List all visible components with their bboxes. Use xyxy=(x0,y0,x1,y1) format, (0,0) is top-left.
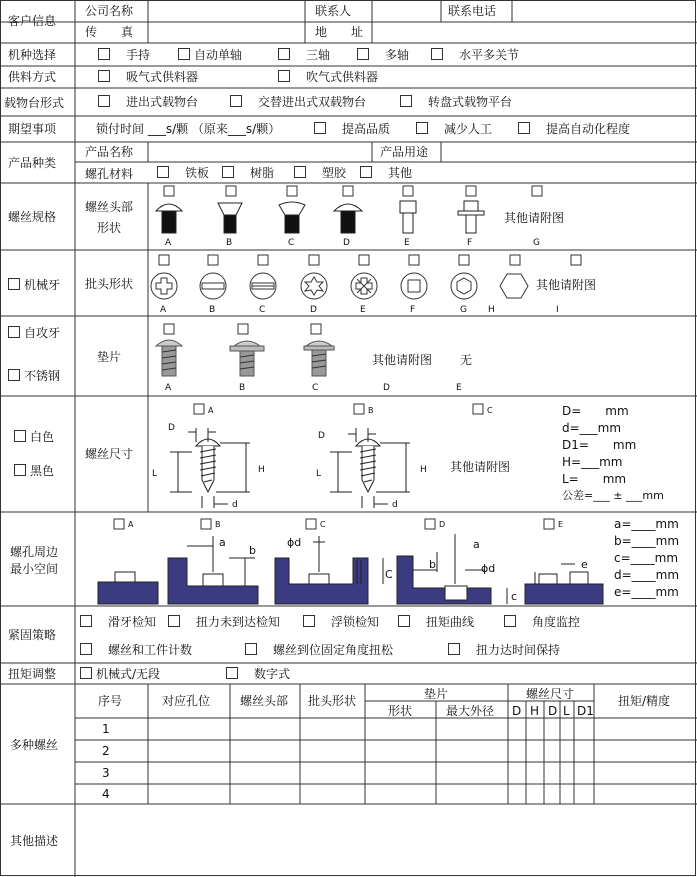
size-field-d1[interactable]: D1= mm xyxy=(562,438,637,452)
checkbox-a[interactable] xyxy=(114,519,124,529)
checkbox[interactable] xyxy=(448,643,460,655)
space-mark-c: c xyxy=(511,590,518,603)
product-name-field[interactable] xyxy=(150,144,368,160)
screw-head-letter: B xyxy=(226,238,233,248)
option-label: 自动单轴 xyxy=(194,48,243,62)
checkbox-b[interactable] xyxy=(226,186,236,196)
material-option-iron[interactable] xyxy=(157,166,209,180)
bit-letter: H xyxy=(488,305,495,315)
screw-head-a-icon xyxy=(156,204,182,233)
checkbox[interactable] xyxy=(14,430,26,442)
screw-head-label-1: 螺丝头部 xyxy=(85,200,134,214)
bit-letter: F xyxy=(410,305,416,315)
product-use-field[interactable] xyxy=(443,144,693,160)
fax-field[interactable] xyxy=(150,24,302,41)
option-label: 扭矩曲线 xyxy=(426,615,475,629)
strategy-option-floating[interactable] xyxy=(303,615,379,629)
screw-a-dimension-icon xyxy=(170,428,250,508)
checkbox-a[interactable] xyxy=(159,255,169,265)
screw-size-label: 螺丝尺寸 xyxy=(85,447,134,461)
address-label: 地 址 xyxy=(315,25,364,39)
lock-time-field[interactable]: 锁付时间 ___s/颗 （原来___s/颗） xyxy=(96,122,281,136)
space-field-c[interactable]: c=____mm xyxy=(614,551,679,565)
other-description-field[interactable] xyxy=(78,806,694,872)
checkbox-i[interactable] xyxy=(571,255,581,265)
bit-slot-pan-icon xyxy=(250,273,276,299)
option-label: 转盘式载物平台 xyxy=(428,95,513,109)
screw-head-d-icon xyxy=(334,204,362,233)
material-label: 螺孔材料 xyxy=(85,167,134,181)
option-label: 吸气式供料器 xyxy=(126,70,199,84)
dim-mark-l: L xyxy=(316,469,322,479)
screw-head-other: 其他请附图 xyxy=(504,211,565,225)
screw-head-label-2: 形状 xyxy=(97,221,122,235)
space-letter: E xyxy=(558,520,564,529)
bit-letter: E xyxy=(360,305,366,315)
checkbox[interactable] xyxy=(303,615,315,627)
checkbox-b[interactable] xyxy=(354,404,364,414)
size-letter: B xyxy=(368,406,374,415)
option-label: 螺丝到位固定角度扭松 xyxy=(273,643,394,657)
customer-section-label: 客户信息 xyxy=(8,14,57,28)
dim-mark-h: H xyxy=(420,465,427,475)
dim-mark-d-upper: D xyxy=(168,423,175,433)
option-label: 树脂 xyxy=(250,166,275,180)
expectation-option-quality[interactable] xyxy=(314,122,390,136)
checkbox[interactable] xyxy=(8,326,20,338)
checkbox[interactable] xyxy=(226,667,238,679)
checkbox[interactable] xyxy=(178,48,190,60)
washer-other: 其他请附图 xyxy=(372,353,433,367)
bit-other: 其他请附图 xyxy=(536,278,597,292)
hole-space-illustrations xyxy=(95,512,610,606)
screw-size-illustrations xyxy=(148,396,558,512)
feeding-section-label: 供料方式 xyxy=(8,70,57,84)
screw-head-c-icon xyxy=(279,202,305,233)
screw-b-dimension-icon xyxy=(330,428,410,508)
option-label: 角度监控 xyxy=(532,615,581,629)
material-option-resin[interactable] xyxy=(222,166,274,180)
checkbox-b[interactable] xyxy=(201,519,211,529)
checkbox[interactable] xyxy=(157,166,169,178)
option-label: 三轴 xyxy=(306,48,331,62)
checkbox-a[interactable] xyxy=(164,186,174,196)
space-mark-e: e xyxy=(581,558,588,571)
washer-letter: E xyxy=(456,383,462,393)
option-label: 多轴 xyxy=(385,48,410,62)
option-label: 提高自动化程度 xyxy=(546,122,631,136)
size-other: 其他请附图 xyxy=(450,460,511,474)
checkbox[interactable] xyxy=(98,48,110,60)
bit-phillips-icon xyxy=(151,273,177,299)
checkbox[interactable] xyxy=(400,95,412,107)
fax-label: 传 真 xyxy=(85,25,134,39)
space-letter: C xyxy=(320,520,326,529)
space-mark-d: ϕd xyxy=(481,562,496,575)
screw-spec-section-label: 螺丝规格 xyxy=(8,210,57,224)
bit-letter: I xyxy=(556,305,559,315)
screw-head-letter: A xyxy=(165,238,172,248)
strategy-section-label: 紧固策略 xyxy=(8,628,57,642)
space-field-d[interactable]: d=____mm xyxy=(614,568,680,582)
option-label: 不锈钢 xyxy=(24,369,61,383)
strategy-option-angle-loosen[interactable] xyxy=(245,643,393,657)
space-mark-c-upper: C xyxy=(385,568,393,581)
table-row-index: 4 xyxy=(102,787,110,801)
checkbox[interactable] xyxy=(80,643,92,655)
bit-letter: A xyxy=(160,305,167,315)
table-header-washer-diameter: 最大外径 xyxy=(446,704,495,718)
option-label: 滑牙检知 xyxy=(108,615,157,629)
machine-option-scara[interactable] xyxy=(431,48,519,62)
strategy-option-torque-curve[interactable] xyxy=(398,615,474,629)
checkbox[interactable] xyxy=(230,95,242,107)
option-label: 黑色 xyxy=(30,464,55,478)
carrier-option-rotary[interactable] xyxy=(400,95,512,109)
checkbox[interactable] xyxy=(278,48,290,60)
feeding-option-blow[interactable] xyxy=(278,70,378,84)
checkbox-c[interactable] xyxy=(311,324,321,334)
table-row-index: 3 xyxy=(102,766,110,780)
bit-square-icon xyxy=(401,273,427,299)
washer-letter: D xyxy=(383,383,390,393)
checkbox-c[interactable] xyxy=(258,255,268,265)
option-label: 浮锁检知 xyxy=(331,615,380,629)
screw-head-letter: C xyxy=(288,238,295,248)
checkbox-d[interactable] xyxy=(309,255,319,265)
checkbox[interactable] xyxy=(245,643,257,655)
machine-option-single-axis[interactable] xyxy=(178,48,242,62)
washer-a-icon xyxy=(156,340,182,376)
carrier-option-dual[interactable] xyxy=(230,95,366,109)
table-header-size: 螺丝尺寸 xyxy=(526,687,575,701)
option-label: 水平多关节 xyxy=(459,48,520,62)
carrier-option-in-out[interactable] xyxy=(98,95,198,109)
checkbox-d[interactable] xyxy=(343,186,353,196)
option-label: 扭力未到达检知 xyxy=(196,615,281,629)
checkbox[interactable] xyxy=(416,122,428,134)
torque-section-label: 扭矩调整 xyxy=(8,667,57,681)
mechanical-thread-option[interactable] xyxy=(8,278,60,292)
checkbox[interactable] xyxy=(504,615,516,627)
option-label: 螺丝和工件计数 xyxy=(108,643,193,657)
bit-pozidriv-icon xyxy=(351,273,377,299)
black-color-option[interactable] xyxy=(14,464,54,478)
machine-option-three-axis[interactable] xyxy=(278,48,330,62)
checkbox[interactable] xyxy=(294,166,306,178)
checkbox[interactable] xyxy=(14,464,26,476)
option-label: 自攻牙 xyxy=(24,326,61,340)
checkbox-d[interactable] xyxy=(425,519,435,529)
phone-label: 联系电话 xyxy=(448,4,497,18)
checkbox-f[interactable] xyxy=(466,186,476,196)
strategy-option-angle[interactable] xyxy=(504,615,580,629)
bit-letter: C xyxy=(259,305,266,315)
screw-head-f-icon xyxy=(458,201,484,233)
carrier-section-label: 载物台形式 xyxy=(4,96,65,110)
size-field-d-lower[interactable]: d=___mm xyxy=(562,421,622,435)
space-letter: A xyxy=(128,520,134,529)
strategy-option-count[interactable] xyxy=(80,643,192,657)
space-field-e[interactable]: e=____mm xyxy=(614,585,679,599)
option-label: 提高品质 xyxy=(342,122,391,136)
space-section-label-1: 螺孔周边 xyxy=(10,545,59,559)
table-header-hole: 对应孔位 xyxy=(162,694,211,708)
option-label: 塑胶 xyxy=(322,166,347,180)
option-label: 扭力达时间保持 xyxy=(476,643,561,657)
size-letter: C xyxy=(487,406,493,415)
expectation-section-label: 期望事项 xyxy=(8,122,57,136)
size-letter: A xyxy=(208,406,214,415)
washer-b-icon xyxy=(230,341,264,376)
space-letter: B xyxy=(215,520,221,529)
torque-option-digital[interactable] xyxy=(226,667,290,681)
table-header-index: 序号 xyxy=(98,694,123,708)
bit-hex-head-icon xyxy=(500,274,528,298)
dim-mark-d-lower: d xyxy=(392,500,398,510)
expectation-option-labor[interactable] xyxy=(416,122,492,136)
material-option-other[interactable] xyxy=(360,166,412,180)
option-label: 其他 xyxy=(388,166,413,180)
checkbox-c[interactable] xyxy=(473,404,483,414)
bit-torx-icon xyxy=(301,273,327,299)
bit-hex-socket-icon xyxy=(451,273,477,299)
product-use-label: 产品用途 xyxy=(380,145,429,159)
table-header-torque: 扭矩/精度 xyxy=(618,694,671,708)
option-label: 进出式载物台 xyxy=(126,95,199,109)
checkbox[interactable] xyxy=(360,166,372,178)
machine-option-multi-axis[interactable] xyxy=(357,48,409,62)
screw-head-b-icon xyxy=(218,203,242,233)
white-color-option[interactable] xyxy=(14,430,54,444)
strategy-option-torque-not-reached[interactable] xyxy=(168,615,280,629)
table-header-size-d1: D1 xyxy=(577,704,594,718)
checkbox[interactable] xyxy=(278,70,290,82)
screw-head-letter: D xyxy=(343,238,350,248)
space-mark-a: a xyxy=(473,538,480,551)
checkbox-e[interactable] xyxy=(544,519,554,529)
checkbox-a[interactable] xyxy=(164,324,174,334)
space-letter: D xyxy=(439,520,446,529)
table-header-size-l: L xyxy=(563,704,570,718)
table-header-head: 螺丝头部 xyxy=(240,694,289,708)
checkbox[interactable] xyxy=(80,667,92,679)
option-label: 减少人工 xyxy=(444,122,493,136)
space-d-base-icon xyxy=(397,556,491,604)
phone-field[interactable] xyxy=(514,3,694,20)
table-header-size-d: D xyxy=(512,704,522,718)
table-row-index: 1 xyxy=(102,722,110,736)
checkbox-e[interactable] xyxy=(359,255,369,265)
bit-letter: D xyxy=(310,305,317,315)
product-section-label: 产品种类 xyxy=(8,156,57,170)
address-field[interactable] xyxy=(374,24,694,41)
checkbox[interactable] xyxy=(314,122,326,134)
washer-letter: C xyxy=(312,383,319,393)
checkbox-b[interactable] xyxy=(238,324,248,334)
checkbox-b[interactable] xyxy=(208,255,218,265)
contact-field[interactable] xyxy=(374,3,438,20)
material-option-plastic[interactable] xyxy=(294,166,346,180)
self-tapping-option[interactable] xyxy=(8,326,60,340)
company-label: 公司名称 xyxy=(85,4,134,18)
washer-label: 垫片 xyxy=(97,350,122,364)
feeding-option-suction[interactable] xyxy=(98,70,198,84)
stainless-option[interactable] xyxy=(8,369,60,383)
size-field-l[interactable]: L= mm xyxy=(562,472,627,486)
strategy-option-stripping[interactable] xyxy=(80,615,156,629)
product-name-label: 产品名称 xyxy=(85,145,134,159)
space-mark-d: ϕd xyxy=(287,536,302,549)
checkbox[interactable] xyxy=(98,95,110,107)
bit-shape-label: 批头形状 xyxy=(85,277,134,291)
checkbox-a[interactable] xyxy=(194,404,204,414)
checkbox[interactable] xyxy=(8,278,20,290)
option-label: 机械式/无段 xyxy=(96,667,161,681)
checkbox-h[interactable] xyxy=(510,255,520,265)
table-header-bit: 批头形状 xyxy=(308,694,357,708)
space-a-base-icon xyxy=(98,582,158,604)
option-label: 交替进出式双载物台 xyxy=(258,95,367,109)
checkbox[interactable] xyxy=(398,615,410,627)
screw-head-illustrations xyxy=(148,183,697,250)
space-field-b[interactable]: b=____mm xyxy=(614,534,680,548)
space-mark-b: b xyxy=(249,544,256,557)
bit-letter: G xyxy=(460,305,467,315)
dim-mark-d-lower: d xyxy=(232,500,238,510)
option-label: 吹气式供料器 xyxy=(306,70,379,84)
washer-none: 无 xyxy=(460,353,473,367)
option-label: 白色 xyxy=(30,430,55,444)
space-section-label-2: 最小空间 xyxy=(10,562,59,576)
washer-letter: B xyxy=(239,383,246,393)
checkbox-g[interactable] xyxy=(459,255,469,265)
expectation-option-automation[interactable] xyxy=(518,122,630,136)
screw-head-letter: G xyxy=(533,238,540,248)
checkbox-f[interactable] xyxy=(409,255,419,265)
washer-c-icon xyxy=(304,341,334,376)
checkbox[interactable] xyxy=(80,615,92,627)
dim-mark-d-upper: D xyxy=(318,431,325,441)
checkbox[interactable] xyxy=(357,48,369,60)
option-label: 铁板 xyxy=(185,166,210,180)
table-header-washer-shape: 形状 xyxy=(388,704,413,718)
option-label: 数字式 xyxy=(254,667,291,681)
size-field-tolerance[interactable]: 公差=___ ± ___mm xyxy=(562,489,664,502)
checkbox[interactable] xyxy=(98,70,110,82)
checkbox[interactable] xyxy=(222,166,234,178)
checkbox-e[interactable] xyxy=(403,186,413,196)
strategy-option-hold[interactable] xyxy=(448,643,560,657)
size-field-d-upper[interactable]: D= mm xyxy=(562,404,629,418)
option-label: 手持 xyxy=(126,48,151,62)
checkbox[interactable] xyxy=(8,369,20,381)
table-header-size-d2: D xyxy=(548,704,558,718)
machine-option-handheld[interactable] xyxy=(98,48,150,62)
company-field[interactable] xyxy=(150,3,302,20)
machine-section-label: 机种选择 xyxy=(8,48,57,62)
washer-illustrations xyxy=(148,316,488,396)
space-field-a[interactable]: a=____mm xyxy=(614,517,679,531)
checkbox-c[interactable] xyxy=(306,519,316,529)
checkbox-c[interactable] xyxy=(287,186,297,196)
space-mark-a: a xyxy=(219,536,226,549)
checkbox[interactable] xyxy=(168,615,180,627)
option-label: 机械牙 xyxy=(24,278,61,292)
screw-head-letter: F xyxy=(467,238,473,248)
other-section-label: 其他描述 xyxy=(10,834,59,848)
space-e-base-icon xyxy=(525,584,603,604)
table-row-index: 2 xyxy=(102,744,110,758)
size-field-h[interactable]: H=___mm xyxy=(562,455,623,469)
bit-slotted-icon xyxy=(200,273,226,299)
contact-label: 联系人 xyxy=(315,4,352,18)
torque-option-mechanical[interactable] xyxy=(80,667,160,681)
checkbox[interactable] xyxy=(518,122,530,134)
space-mark-b: b xyxy=(429,558,436,571)
screw-head-letter: E xyxy=(404,238,410,248)
multi-section-label: 多种螺丝 xyxy=(10,738,59,752)
washer-letter: A xyxy=(165,383,172,393)
bit-letter: B xyxy=(209,305,216,315)
screw-head-e-icon xyxy=(400,201,416,233)
checkbox[interactable] xyxy=(431,48,443,60)
table-header-washer: 垫片 xyxy=(424,687,449,701)
dim-mark-l: L xyxy=(152,469,158,479)
table-header-size-h: H xyxy=(530,704,540,718)
checkbox-g[interactable] xyxy=(532,186,542,196)
dim-mark-h: H xyxy=(258,465,265,475)
